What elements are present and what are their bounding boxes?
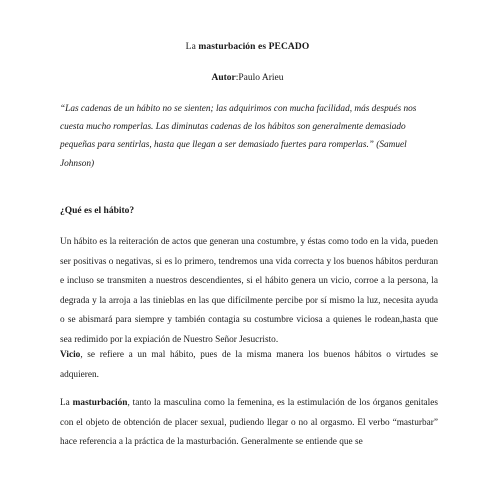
author-line — [0, 73, 495, 83]
paragraph-masturbacion-prefix: La — [60, 398, 73, 408]
document-title — [0, 42, 495, 52]
paragraph-vicio-text: , se refiere a un mal hábito, pues de la misma manera los buenos hábitos o virtudes se adquieren. — [60, 350, 438, 380]
title-prefix: La — [185, 42, 196, 52]
title-bold: masturbación es PECADO — [198, 42, 310, 52]
paragraph-masturbacion-text: , tanto la masculina como la femenina, es la estimulación de los órganos genitales con el objeto de obtención de placer sexual, pudiendo llegar o no al orgasmo. El verbo “masturbar” hace referencia a la práctica de la masturbación. Generalmente se entiende que se — [60, 398, 438, 448]
paragraph-habit: Un hábito es la reiteración de actos que generan una costumbre, y éstas como todo en la vida, pueden ser positivas o negativas, si es lo primero, tendremos una vida correcta y los buenos hábitos perduran e incluso se transmiten a nuestros descendientes, si el hábito genera un vicio, corroe a la persona, la degrada y la arroja a las tinieblas en las que difícilmente percibe por sí mismo la luz, necesita ayuda o se abismará para siempre y también contagia su costumbre viciosa a quienes le rodean,hasta que sea redimido por la expiación de Nuestro Señor Jesucristo. — [60, 237, 438, 345]
term-vicio: Vicio — [60, 350, 81, 360]
author-label: Autor — [211, 73, 236, 83]
paragraph-masturbacion — [60, 394, 438, 453]
term-masturbacion: masturbación — [72, 398, 128, 408]
epigraph-quote: “Las cadenas de un hábito no se sienten; las adquirimos con mucha facilidad, más después nos cuesta mucho romperlas. Las diminutas cadenas de los hábitos son generalmente demasiado pequeñas para sentirlas, hasta que llegan a ser demasiado fuertes para romperlas.” (Samuel Johnson) — [60, 104, 417, 169]
author-name: :Paulo Arieu — [235, 73, 284, 83]
section-heading: ¿Qué es el hábito? — [60, 206, 135, 216]
paragraph-vicio — [60, 346, 438, 385]
